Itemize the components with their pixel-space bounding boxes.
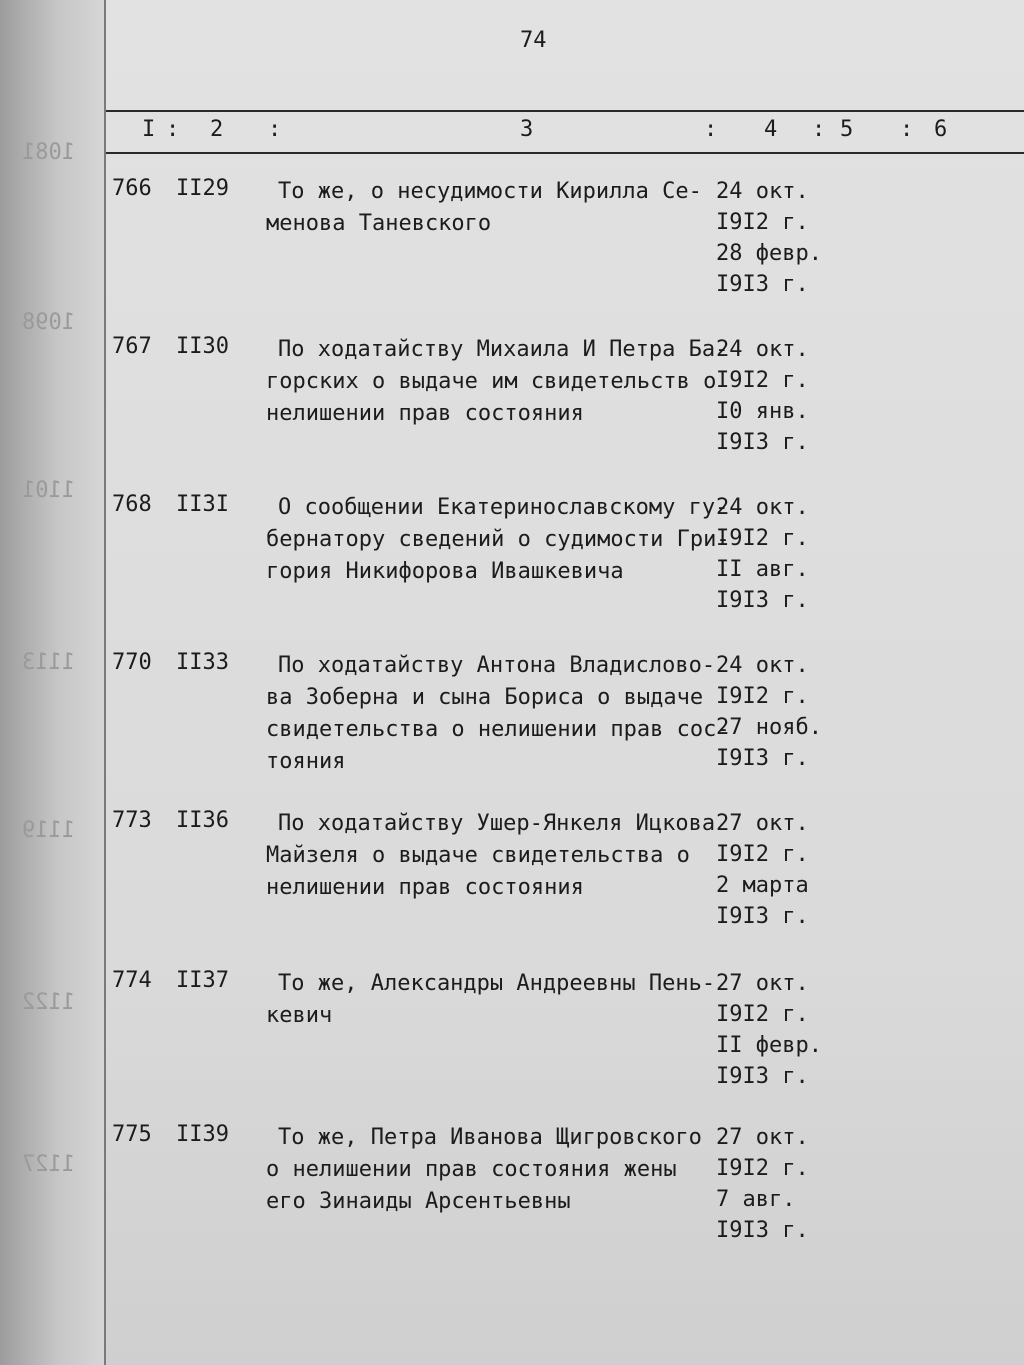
record-description	[266, 808, 736, 904]
column-header-6: 6	[934, 117, 948, 142]
column-header-3: 3	[520, 117, 534, 142]
record-description	[266, 176, 736, 240]
description-line: ва Зоберна и сына Бориса о выдаче	[266, 685, 704, 710]
date-line: I9I2 г.	[716, 1002, 809, 1027]
record-dates	[716, 492, 809, 616]
date-line: 28 февр.	[716, 241, 822, 266]
record-description	[266, 334, 736, 430]
description-line: То же, Петра Иванова Щигровского	[278, 1125, 702, 1150]
record-number: 770	[112, 650, 152, 675]
ghost-number: 1119	[22, 818, 75, 843]
date-line: I9I2 г.	[716, 1156, 809, 1181]
description-line: о нелишении прав состояния жены	[266, 1157, 677, 1182]
column-header-1: I	[142, 117, 156, 142]
record-description	[266, 650, 736, 778]
date-line: II авг.	[716, 557, 809, 582]
date-line: I9I3 г.	[716, 746, 809, 771]
record-number: 767	[112, 334, 152, 359]
date-line: I0 янв.	[716, 399, 809, 424]
description-line: То же, Александры Андреевны Пень-	[278, 971, 716, 996]
description-line: кевич	[266, 1003, 333, 1028]
description-line: По ходатайству Михаила И Петра Ба-	[278, 337, 729, 362]
column-separator: :	[166, 117, 180, 142]
date-line: II февр.	[716, 1033, 822, 1058]
record-number: 774	[112, 968, 152, 993]
record-dates	[716, 808, 809, 932]
date-line: I9I3 г.	[716, 1218, 809, 1243]
date-line: I9I3 г.	[716, 272, 809, 297]
description-line: О сообщении Екатеринославскому гу-	[278, 495, 729, 520]
record-code: II30	[176, 334, 229, 359]
record-code: II37	[176, 968, 229, 993]
ghost-number: 1113	[22, 650, 75, 675]
description-line: менова Таневского	[266, 211, 492, 236]
adjacent-page-edge	[0, 0, 104, 1365]
date-line: I9I2 г.	[716, 368, 809, 393]
record-dates	[716, 650, 822, 774]
date-line: I9I2 г.	[716, 842, 809, 867]
date-line: 27 окт.	[716, 971, 809, 996]
description-line: горских о выдаче им свидетельств о	[266, 369, 717, 394]
column-separator: :	[268, 117, 282, 142]
record-description	[266, 968, 736, 1032]
column-separator: :	[900, 117, 914, 142]
document-page	[104, 0, 1024, 1365]
description-line: Майзеля о выдаче свидетельства о	[266, 843, 690, 868]
date-line: I9I3 г.	[716, 430, 809, 455]
record-code: II29	[176, 176, 229, 201]
page-number: 74	[520, 28, 547, 53]
date-line: 7 авг.	[716, 1187, 796, 1212]
description-line: То же, о несудимости Кирилла Се-	[278, 179, 702, 204]
record-number: 775	[112, 1122, 152, 1147]
column-separator: :	[812, 117, 826, 142]
record-dates	[716, 176, 822, 300]
record-code: II33	[176, 650, 229, 675]
record-number: 768	[112, 492, 152, 517]
ghost-number: 1101	[22, 478, 75, 503]
description-line: тояния	[266, 749, 346, 774]
header-rule-bottom	[106, 152, 1024, 154]
record-dates	[716, 1122, 809, 1246]
date-line: 27 нояб.	[716, 715, 822, 740]
description-line: гория Никифорова Ивашкевича	[266, 559, 624, 584]
record-description	[266, 492, 736, 588]
record-dates	[716, 334, 809, 458]
date-line: I9I2 г.	[716, 684, 809, 709]
column-header-4: 4	[764, 117, 778, 142]
date-line: 24 окт.	[716, 179, 809, 204]
date-line: 24 окт.	[716, 337, 809, 362]
date-line: 2 марта	[716, 873, 809, 898]
header-rule-top	[106, 110, 1024, 112]
column-header-2: 2	[210, 117, 224, 142]
date-line: I9I3 г.	[716, 588, 809, 613]
ghost-number: 1098	[22, 310, 75, 335]
description-line: свидетельства о нелишении прав сос-	[266, 717, 730, 742]
ghost-number: 1122	[22, 990, 75, 1015]
date-line: 27 окт.	[716, 811, 809, 836]
date-line: 24 окт.	[716, 653, 809, 678]
description-line: нелишении прав состояния	[266, 401, 584, 426]
record-dates	[716, 968, 822, 1092]
column-header-5: 5	[840, 117, 854, 142]
record-code: II36	[176, 808, 229, 833]
record-code: II39	[176, 1122, 229, 1147]
record-number: 766	[112, 176, 152, 201]
ghost-number: 1081	[22, 140, 75, 165]
date-line: 27 окт.	[716, 1125, 809, 1150]
column-separator: :	[704, 117, 718, 142]
date-line: I9I2 г.	[716, 526, 809, 551]
ghost-number: 1127	[22, 1152, 75, 1177]
date-line: I9I2 г.	[716, 210, 809, 235]
description-line: бернатору сведений о судимости Гри-	[266, 527, 730, 552]
description-line: По ходатайству Ушер-Янкеля Ицкова	[278, 811, 716, 836]
record-code: II3I	[176, 492, 229, 517]
record-description	[266, 1122, 736, 1218]
date-line: I9I3 г.	[716, 904, 809, 929]
date-line: I9I3 г.	[716, 1064, 809, 1089]
description-line: По ходатайству Антона Владислово-	[278, 653, 716, 678]
description-line: нелишении прав состояния	[266, 875, 584, 900]
date-line: 24 окт.	[716, 495, 809, 520]
description-line: его Зинаиды Арсентьевны	[266, 1189, 571, 1214]
record-number: 773	[112, 808, 152, 833]
